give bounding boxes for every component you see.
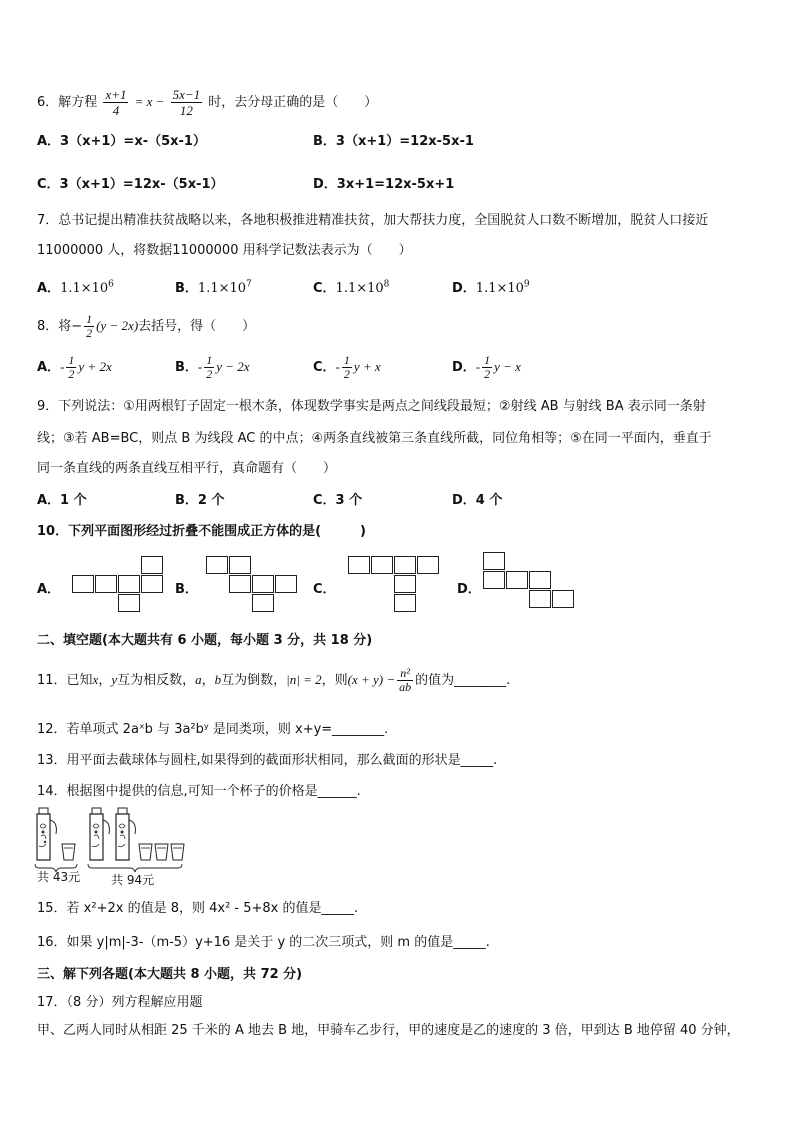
q7-a-exp: 6 bbox=[108, 279, 114, 290]
q7-option-d bbox=[452, 277, 530, 296]
net-c-cell bbox=[394, 594, 416, 612]
q11-abs: |n| = 2 bbox=[286, 672, 322, 687]
cup-icon bbox=[155, 844, 168, 860]
q8-b-label: B． bbox=[175, 360, 198, 375]
q6-option-a: A．3（x+1）=x-（5x-1） bbox=[37, 134, 206, 149]
q11-var-y: y bbox=[111, 672, 118, 687]
q7-c-label: C． bbox=[313, 281, 336, 296]
q8-c-label: C． bbox=[313, 360, 336, 375]
net-a-cell bbox=[72, 575, 94, 593]
q11-expr: (x + y) − bbox=[347, 672, 396, 687]
q6-option-d: D．3x+1=12x-5x+1 bbox=[313, 177, 455, 192]
q8-c-fraction bbox=[342, 354, 352, 381]
section-3-heading: 三、解下列各题(本大题共 8 小题，共 72 分) bbox=[37, 967, 303, 982]
q8-post: 去括号，得（ ） bbox=[138, 319, 256, 334]
q17-title: 17．（8 分）列方程解应用题 bbox=[37, 995, 203, 1010]
q17-line-1: 甲、乙两人同时从相距 25 千米的 A 地去 B 地，甲骑车乙步行，甲的速度是乙的速度的 3 倍，甲到达 B 地停留 40 分钟， bbox=[37, 1023, 740, 1038]
q10-option-b-label: B． bbox=[175, 582, 198, 597]
q14-label-1: 共 43元 bbox=[37, 870, 81, 884]
q8-pre: 8．将− bbox=[37, 319, 83, 334]
q7-b-label: B． bbox=[175, 281, 198, 296]
q11-sep2: ， bbox=[201, 673, 215, 688]
q7-b-base: 1.1×10 bbox=[197, 281, 247, 296]
q11-f-den: ab bbox=[399, 680, 412, 694]
q8-a-den: 2 bbox=[68, 367, 75, 381]
q8-d-label: D． bbox=[452, 360, 476, 375]
q6-stem bbox=[37, 84, 377, 120]
q13-stem: 13．用平面去截球体与圆柱,如果得到的截面形状相同，那么截面的形状是_____. bbox=[37, 753, 498, 768]
net-b-cell bbox=[229, 575, 251, 593]
q8-c-post: y + x bbox=[353, 359, 381, 374]
q11-t3: ，则 bbox=[321, 673, 348, 688]
q7-d-label: D． bbox=[452, 281, 476, 296]
q8-b-fraction bbox=[204, 354, 214, 381]
net-c-cell bbox=[417, 556, 439, 574]
q7-d-base: 1.1×10 bbox=[475, 281, 524, 296]
q6-option-b: B．3（x+1）=12x-5x-1 bbox=[313, 134, 474, 149]
q8-expr: (y − 2x) bbox=[96, 318, 139, 333]
net-c-cell bbox=[394, 575, 416, 593]
q11-t1: 互为相反数， bbox=[117, 673, 196, 688]
q7-line-1: 7．总书记提出精准扶贫战略以来，各地积极推进精准扶贫，加大帮扶力度，全国脱贫人口数不断增加，脱贫人口接近 bbox=[37, 213, 709, 228]
thermos-icon bbox=[37, 808, 56, 860]
q7-a-label: A． bbox=[37, 281, 61, 296]
q15-stem: 15．若 x²+2x 的值是 8，则 4x² - 5+8x 的值是_____. bbox=[37, 901, 359, 916]
q9-option-d: D．4 个 bbox=[452, 493, 503, 508]
q9-line-2: 线；③若 AB=BC，则点 B 为线段 AC 的中点；④两条直线被第三条直线所截，同位角相等；⑤在同一平面内，垂直于 bbox=[37, 431, 712, 446]
net-a-cell bbox=[118, 594, 140, 612]
q7-c-exp: 8 bbox=[383, 279, 390, 290]
q11-f-num: n² bbox=[397, 667, 413, 681]
q8-b-post: y − 2x bbox=[216, 359, 250, 374]
q8-c-den: 2 bbox=[343, 367, 350, 381]
q8-d-post: y − x bbox=[494, 359, 521, 374]
q7-option-a bbox=[37, 277, 114, 296]
q11-var-b: b bbox=[214, 672, 222, 687]
q7-option-c bbox=[313, 277, 389, 296]
q7-line-2: 11000000 人，将数据11000000 用科学记数法表示为（ ） bbox=[37, 243, 412, 258]
q8-c-num: 1 bbox=[343, 353, 350, 367]
net-d-cell bbox=[552, 590, 574, 608]
net-b-cell bbox=[275, 575, 297, 593]
q10-stem: 10．下列平面图形经过折叠不能围成正方体的是( ) bbox=[37, 524, 366, 539]
q11-pre: 11．已知 bbox=[37, 673, 93, 688]
net-c-cell bbox=[371, 556, 393, 574]
q8-f-num: 1 bbox=[86, 312, 93, 326]
q11-fraction bbox=[397, 667, 413, 694]
net-a-cell bbox=[141, 575, 163, 593]
q8-option-d bbox=[452, 350, 521, 384]
q11-post: 的值为________. bbox=[415, 673, 511, 688]
q8-a-post: y + 2x bbox=[78, 359, 112, 374]
q12-stem: 12．若单项式 2aˣb 与 3a²bʸ 是同类项，则 x+y=________. bbox=[37, 722, 389, 737]
q6-f2-den: 12 bbox=[179, 103, 193, 118]
q8-fraction bbox=[84, 313, 94, 340]
q8-a-fraction bbox=[66, 354, 76, 381]
net-a-cell bbox=[141, 556, 163, 574]
q11-sep1: ， bbox=[98, 673, 112, 688]
q7-d-exp: 9 bbox=[523, 279, 530, 290]
q10-option-d-label: D． bbox=[457, 582, 481, 597]
cup-icon bbox=[171, 844, 184, 860]
net-b-cell bbox=[252, 575, 274, 593]
thermos-icon bbox=[116, 808, 135, 860]
q9-option-a: A．1 个 bbox=[37, 493, 87, 508]
q8-b-num: 1 bbox=[206, 353, 213, 367]
q6-number: 6． bbox=[37, 95, 59, 110]
net-d-cell bbox=[483, 571, 505, 589]
q14-stem: 14．根据图中提供的信息,可知一个杯子的价格是______. bbox=[37, 784, 361, 799]
q8-f-den: 2 bbox=[86, 326, 93, 340]
net-a-cell bbox=[95, 575, 117, 593]
cup-icon bbox=[62, 844, 75, 860]
q8-b-pre: - bbox=[197, 359, 203, 374]
q11-stem bbox=[37, 662, 510, 698]
q11-t2: 互为倒数， bbox=[221, 673, 287, 688]
q7-a-base: 1.1×10 bbox=[60, 281, 109, 296]
q8-option-a bbox=[37, 350, 112, 384]
q8-option-b bbox=[175, 350, 250, 384]
q7-option-b bbox=[175, 277, 252, 296]
net-d-cell bbox=[529, 571, 551, 589]
net-a-cell bbox=[118, 575, 140, 593]
q6-f1-num: x+1 bbox=[105, 87, 127, 102]
cup-icon bbox=[139, 844, 152, 860]
q11-var-x: x bbox=[92, 672, 99, 687]
q9-line-1: 9．下列说法：①用两根钉子固定一根木条，体现数学事实是两点之间线段最短；②射线 AB 与射线 BA 表示同一条射 bbox=[37, 399, 706, 414]
q8-option-c bbox=[313, 350, 381, 384]
net-b-cell bbox=[206, 556, 228, 574]
q8-d-num: 1 bbox=[484, 353, 491, 367]
q8-a-label: A． bbox=[37, 360, 61, 375]
q8-c-pre: - bbox=[335, 359, 340, 374]
q8-d-den: 2 bbox=[484, 367, 491, 381]
q9-line-3: 同一条直线的两条直线互相平行，真命题有（ ） bbox=[37, 461, 337, 476]
q10-option-a-label: A． bbox=[37, 582, 61, 597]
q14-label-2: 共 94元 bbox=[111, 873, 155, 887]
q10-option-c-label: C． bbox=[313, 582, 336, 597]
q6-pre: 解方程 bbox=[58, 95, 98, 110]
q8-d-fraction bbox=[482, 354, 492, 381]
q8-a-num: 1 bbox=[68, 353, 75, 367]
net-d-cell bbox=[529, 590, 551, 608]
q7-b-exp: 7 bbox=[246, 279, 252, 290]
net-b-cell bbox=[252, 594, 274, 612]
q8-a-pre: - bbox=[60, 359, 65, 374]
net-d-cell bbox=[483, 552, 505, 570]
q9-option-b: B．2 个 bbox=[175, 493, 225, 508]
section-2-heading: 二、填空题(本大题共有 6 小题，每小题 3 分，共 18 分) bbox=[37, 633, 373, 648]
q6-option-c: C．3（x+1）=12x-（5x-1） bbox=[37, 177, 224, 192]
q6-post: 时，去分母正确的是（ ） bbox=[208, 95, 378, 110]
net-d-cell bbox=[506, 571, 528, 589]
net-b-cell bbox=[229, 556, 251, 574]
thermos-icon bbox=[90, 808, 109, 860]
q8-b-den: 2 bbox=[206, 367, 213, 381]
q6-fraction-1 bbox=[103, 87, 128, 118]
q9-option-c: C．3 个 bbox=[313, 493, 363, 508]
net-c-cell bbox=[348, 556, 370, 574]
q6-f2-num: 5x−1 bbox=[172, 87, 201, 102]
q16-stem: 16．如果 y|m|-3-（m-5）y+16 是关于 y 的二次三项式，则 m 的值是_____. bbox=[37, 935, 490, 950]
q7-c-base: 1.1×10 bbox=[335, 281, 384, 296]
q8-stem bbox=[37, 308, 255, 344]
q8-d-pre: - bbox=[475, 359, 481, 374]
q11-var-a: a bbox=[195, 672, 202, 687]
net-c-cell bbox=[394, 556, 416, 574]
q6-mid: = x − bbox=[134, 94, 165, 109]
q6-fraction-2 bbox=[171, 87, 203, 118]
q6-f1-den: 4 bbox=[112, 103, 120, 118]
